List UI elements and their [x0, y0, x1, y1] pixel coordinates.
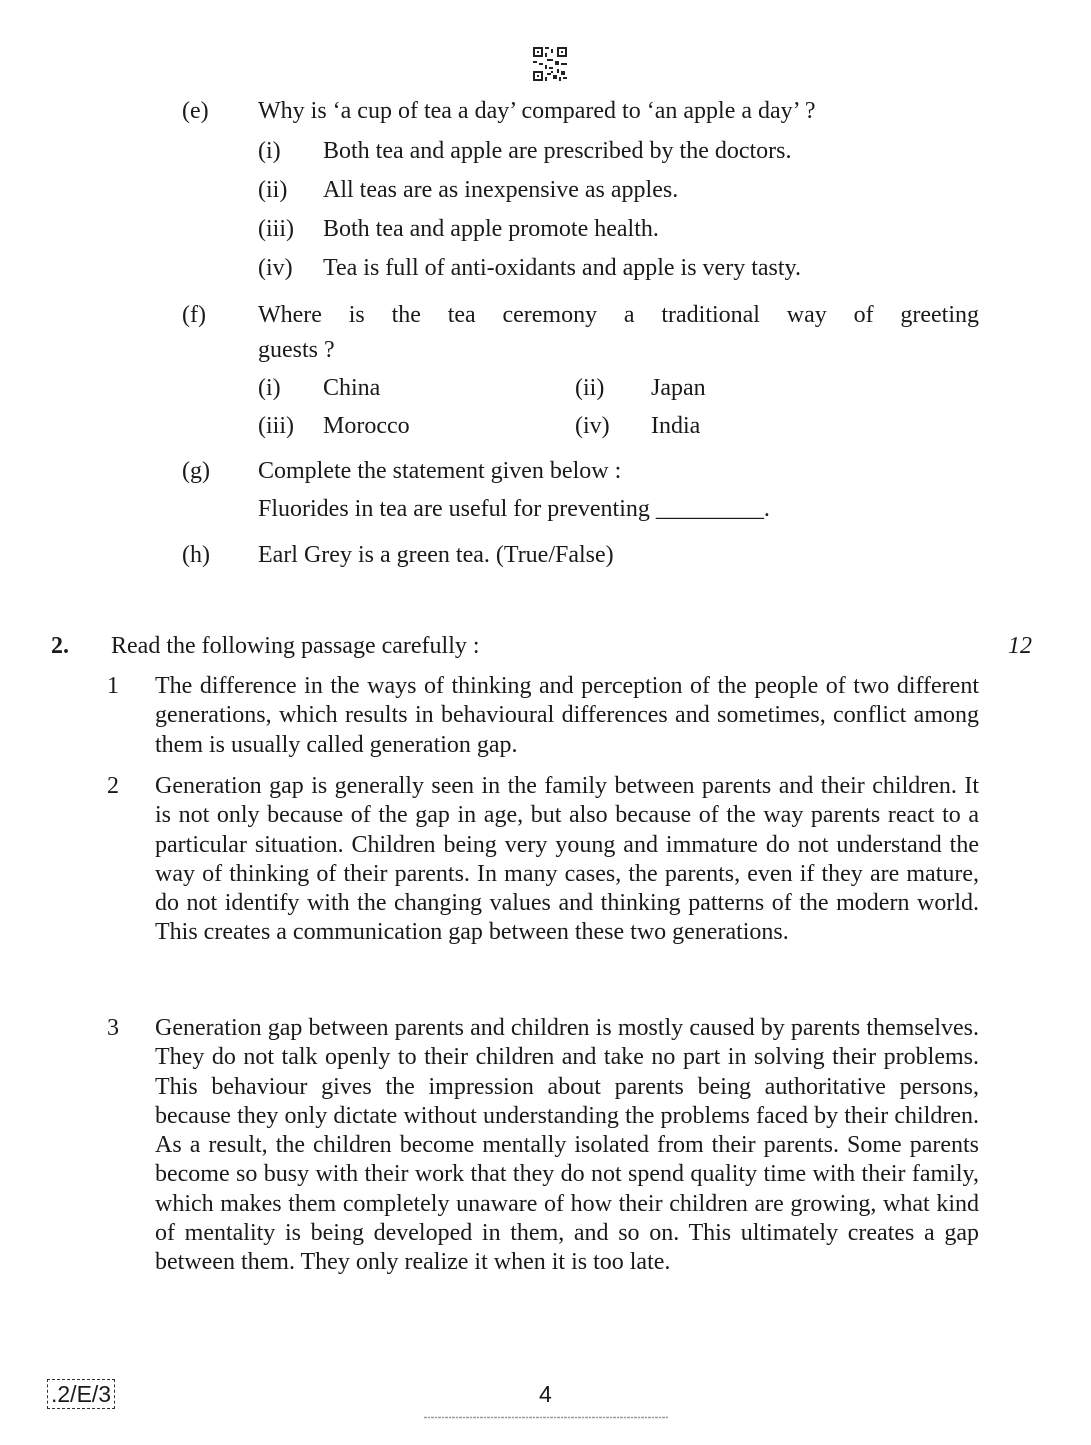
paragraph-number: 1 [107, 673, 119, 699]
option-num: (iii) [258, 216, 294, 242]
option-text: China [323, 375, 381, 401]
option-text: Morocco [323, 413, 410, 439]
option-text: India [651, 413, 701, 439]
microprint-line [424, 1416, 668, 1419]
option-num: (ii) [575, 375, 605, 401]
passage-paragraph: Generation gap is generally seen in the family between parents and their children. It is not only because of the gap in age, but also because of the way parents react to a particular situation. Children being very young and immature do not understand the way of thinking of their parents. In many cases, the parents, even if they are mature, do not identify with the changing values and thinking patterns of the modern world. This creates a communication gap between these two generations. [155, 773, 979, 946]
paragraph-number: 2 [107, 773, 119, 799]
option-num: (ii) [258, 177, 288, 203]
paper-code-box: .2/E/3 [47, 1379, 115, 1409]
option-num: (iv) [575, 413, 610, 439]
option-text: Both tea and apple promote health. [323, 216, 659, 242]
option-text: Japan [651, 375, 706, 401]
question-f-text: Where is the tea ceremony a traditional way of greeting [258, 302, 979, 328]
qr-code-icon [533, 47, 567, 81]
option-num: (i) [258, 138, 281, 164]
page-number: 4 [539, 1381, 552, 1407]
option-num: (iv) [258, 255, 293, 281]
question-g-statement: Fluorides in tea are useful for preventing _________. [258, 496, 770, 522]
question-g-text: Complete the statement given below : [258, 458, 622, 484]
option-text: Tea is full of anti-oxidants and apple is very tasty. [323, 255, 801, 281]
question-2-number: 2. [51, 633, 69, 659]
question-label-f: (f) [182, 302, 206, 328]
paragraph-number: 3 [107, 1015, 119, 1041]
question-2-instruction: Read the following passage carefully : [111, 633, 480, 659]
passage-paragraph: The difference in the ways of thinking and perception of the people of two different generations, which results in behavioural differences and sometimes, conflict among them is usually called generation gap. [155, 673, 979, 758]
question-label-h: (h) [182, 542, 210, 568]
question-f-text-cont: guests ? [258, 337, 335, 363]
option-text: All teas are as inexpensive as apples. [323, 177, 679, 203]
question-label-e: (e) [182, 98, 209, 124]
question-label-g: (g) [182, 458, 210, 484]
marks-label: 12 [1008, 633, 1032, 659]
question-h-text: Earl Grey is a green tea. (True/False) [258, 542, 614, 568]
passage-paragraph: Generation gap between parents and children is mostly caused by parents themselves. They do not talk openly to their children and take no part in solving their problems. This behaviour gives the impression about parents being authoritative persons, because they only dictate without understanding the problems faced by their children. As a result, the children become mentally isolated from their parents. Some parents become so busy with their work that they do not spend quality time with their family, which makes them completely unaware of how their children are growing, what kind of mentality is being developed in them, and so on. This ultimately creates a gap between them. They only realize it when it is too late. [155, 1015, 979, 1276]
option-text: Both tea and apple are prescribed by the doctors. [323, 138, 792, 164]
question-e-text: Why is ‘a cup of tea a day’ compared to ‘an apple a day’ ? [258, 98, 816, 124]
option-num: (iii) [258, 413, 294, 439]
option-num: (i) [258, 375, 281, 401]
